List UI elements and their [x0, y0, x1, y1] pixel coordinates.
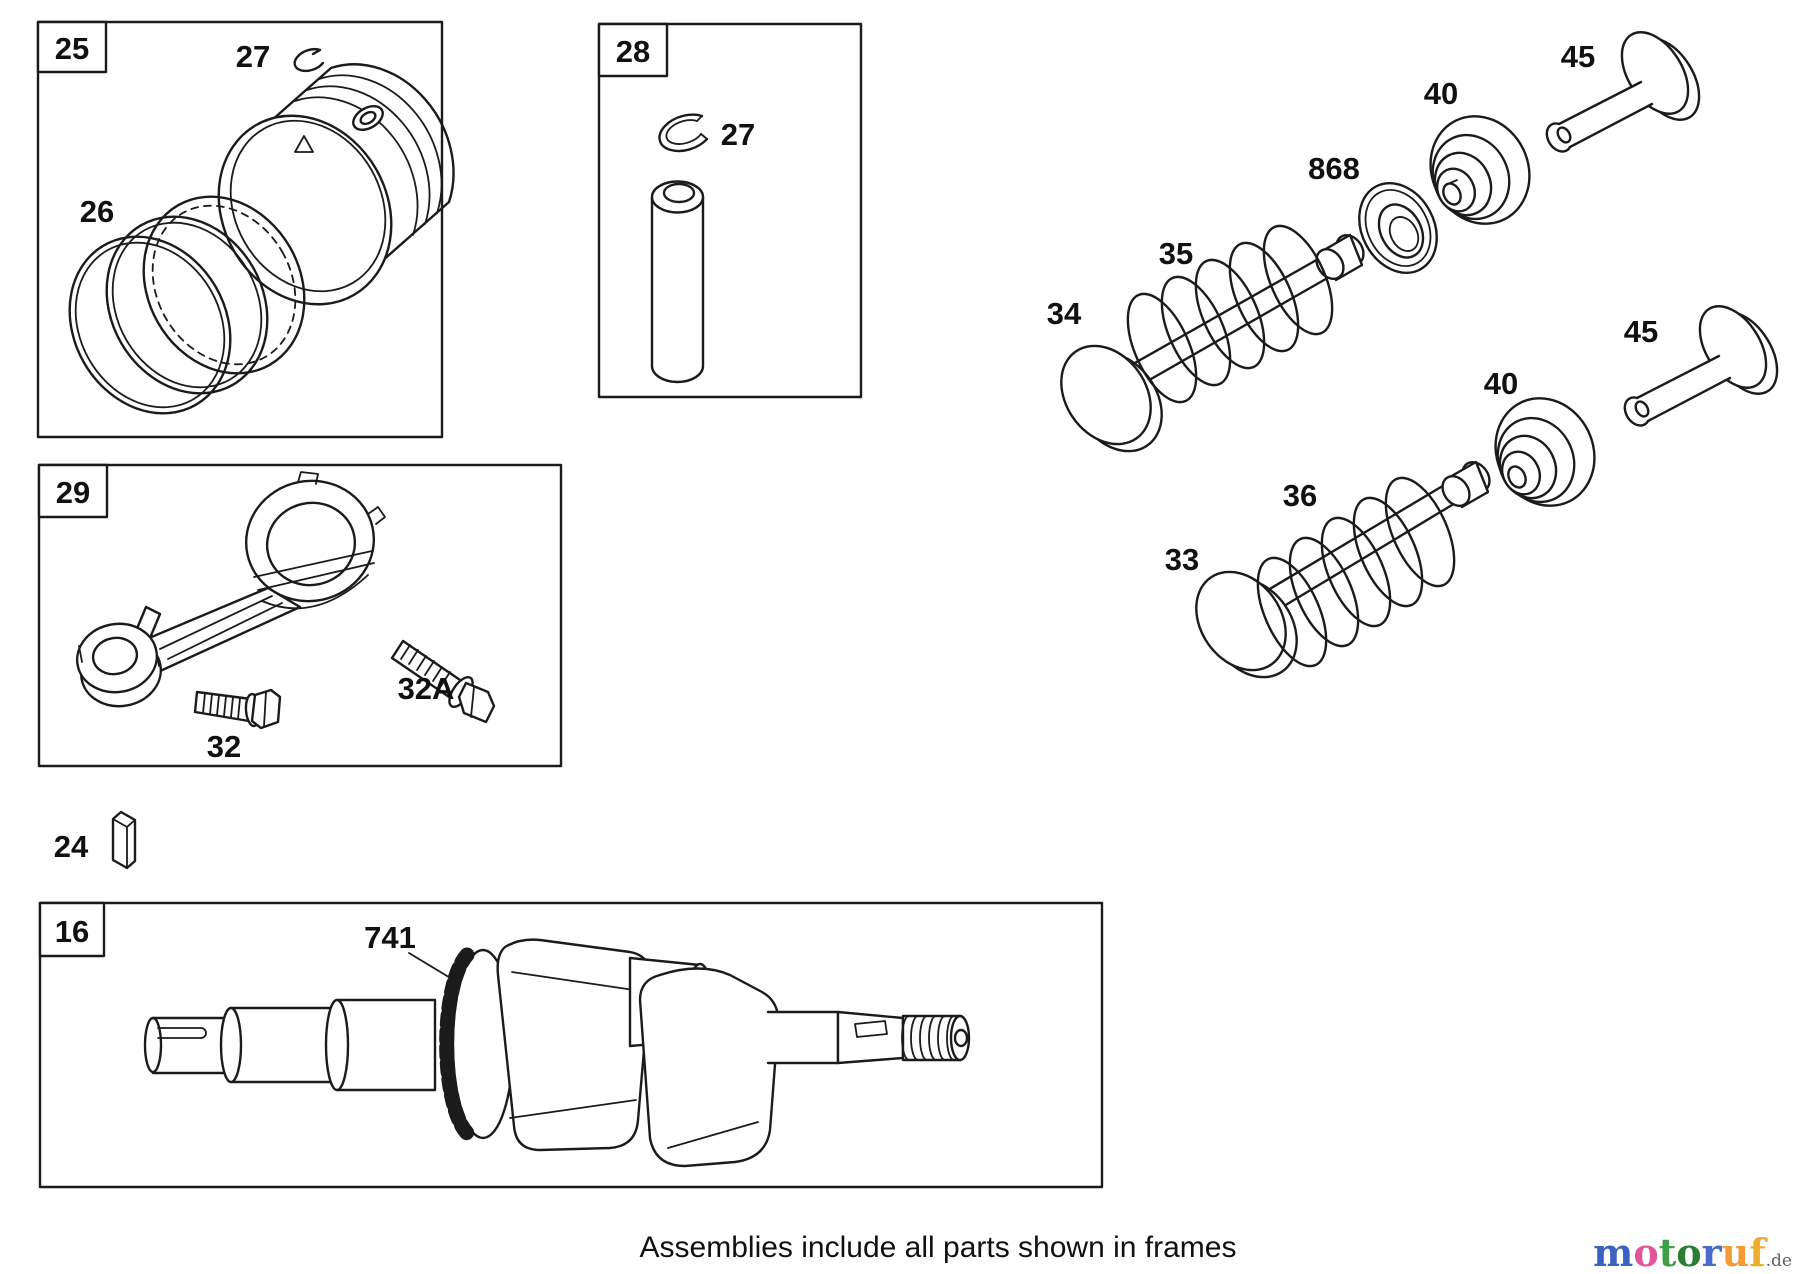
motoruf-logo[interactable] [1593, 1230, 1792, 1274]
label-timing-gear: 741 [364, 920, 416, 955]
connecting-rod [72, 469, 385, 712]
frame-16-number: 16 [54, 914, 90, 949]
frame-28-number: 28 [615, 34, 651, 69]
label-valve-seal: 868 [1308, 151, 1360, 186]
piston [185, 64, 454, 336]
label-valve-top: 34 [1046, 296, 1082, 331]
valve-bottom [1178, 457, 1495, 694]
label-valve-guide-top: 45 [1560, 39, 1596, 74]
piston-pin [652, 182, 703, 383]
label-piston-rings: 26 [79, 194, 115, 229]
crankshaft [145, 940, 969, 1166]
frame-25-number: 25 [54, 31, 90, 66]
label-valve-bottom: 33 [1164, 542, 1200, 577]
label-valve-guide-bottom: 45 [1623, 314, 1659, 349]
crankshaft-key [113, 812, 135, 868]
label-valve-spring-bottom: 36 [1282, 478, 1318, 513]
label-retaining-ring-28: 27 [720, 117, 756, 152]
label-spring-retainer-bottom: 40 [1483, 366, 1519, 401]
label-valve-spring-top: 35 [1158, 236, 1194, 271]
logo-text: motoruf.de [1593, 1230, 1792, 1274]
frame-pin-assembly [599, 24, 861, 397]
rod-bolt [195, 690, 280, 728]
label-retaining-ring-25: 27 [235, 39, 271, 74]
assemblies-note: Assemblies include all parts shown in frames [639, 1231, 1237, 1264]
piston-pin-retaining-ring [660, 115, 707, 151]
frame-29-number: 29 [55, 475, 91, 510]
label-spring-retainer-top: 40 [1423, 76, 1459, 111]
spring-retainer-bottom [1478, 382, 1613, 523]
piston-pin-retaining-ring-small [295, 49, 323, 71]
label-crank-key: 24 [53, 829, 89, 864]
label-rod-bolt: 32 [206, 729, 242, 764]
label-rod-bolt-a: 32A [397, 671, 455, 706]
